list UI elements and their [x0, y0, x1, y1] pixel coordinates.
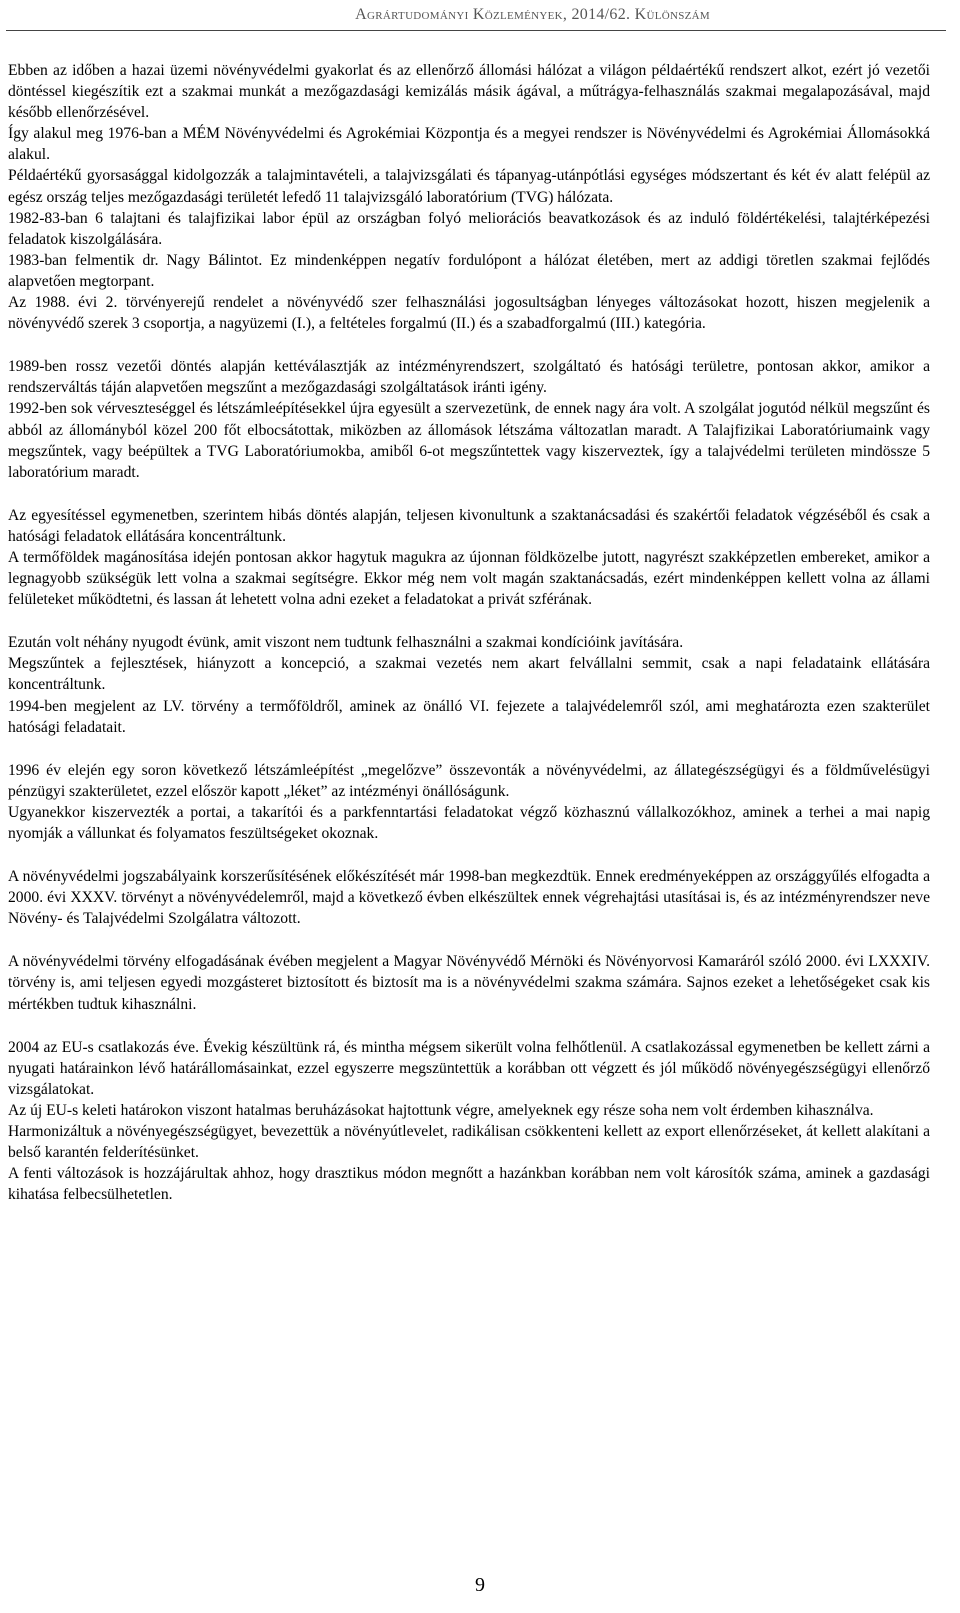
paragraph: 1992-ben sok vérveszteséggel és létszámleépítésekkel újra egyesült a szervezetünk, de ennek nagy ára volt. A szolgálat jogutód nélkül megszűnt és abból az állományból közel 200 főt elbocsátottak, miközben az állomások létszáma változatlan maradt. A Talajfizikai Laboratóriumaink vagy megszűntek, vagy beépültek a TVG Laboratóriumokba, amiből 6-ot megszűntettek vagy kiszerveztek, így a talajvédelmi területen mindössze 5 laboratórium maradt.: [8, 400, 930, 481]
paragraph: Így alakul meg 1976-ban a MÉM Növényvédelmi és Agrokémiai Központja és a megyei rendszer is Növényvédelmi és Agrokémiai Állomásokká alakul.: [8, 125, 930, 164]
paragraph: Példaértékű gyorsasággal kidolgozzák a talajmintavételi, a talajvizsgálati és tápanyag-utánpótlási egységes módszertant és két év alatt felépül az egész ország teljes mezőgazdasági területét lefedő 11 talajvizsgáló laboratórium (TVG) hálózata.: [8, 167, 930, 206]
paragraph: 2004 az EU-s csatlakozás éve. Évekig készültünk rá, és mintha mégsem sikerült volna felhőtlenül. A csatlakozással egymenetben be kellett zárni a nyugati határainkon lévő határállomásainkat, ezzel egyszerre megszüntettük a korábban ott végzett és jól működő növényegészségügyi ellenőrző vizsgálatokat.: [8, 1038, 930, 1098]
paragraph: Az egyesítéssel egymenetben, szerintem hibás döntés alapján, teljesen kivonultunk a szaktanácsadási és szakértői feladatok végzéséből és csak a hatósági feladatok ellátására koncentráltunk.: [8, 506, 930, 545]
paragraph: A fenti változások is hozzájárultak ahhoz, hogy drasztikus módon megnőtt a hazánkban korábban nem volt károsítók száma, aminek a gazdasági kihatása felbecsülhetetlen.: [8, 1165, 930, 1204]
paragraph: Ugyanekkor kiszervezték a portai, a takarítói és a parkfenntartási feladatokat végző közhasznú vállalkozókhoz, aminek a terhei a mai napig nyomják a vállunkat és folyamatos feszültségeket okoznak.: [8, 803, 930, 842]
running-header: Agrártudományi Közlemények, 2014/62. Különszám: [355, 6, 710, 23]
paragraph: A növényvédelmi jogszabályaink korszerűsítésének előkészítését már 1998-ban megkezdtük. Ennek eredményeképpen az országgyűlés elfogadta a 2000. évi XXXV. törvényt a növényvédelemről, majd a következő évben elkészültek ennek végrehajtási utasításai is, és az intézményrendszer neve Növény- és Talajvédelmi Szolgálatra változott.: [8, 868, 930, 928]
paragraph: Megszűntek a fejlesztések, hiányzott a koncepció, a szakmai vezetés nem akart felvállalni semmit, csak a napi feladataink ellátására koncentráltunk.: [8, 655, 930, 694]
page-number: 9: [475, 1574, 485, 1596]
paragraph: Harmonizáltuk a növényegészségügyet, bevezettük a növényútlevelet, radikálisan csökkenteni kellett az export ellenőrzéseket, át kellett alakítani a belső karantén felderítésünket.: [8, 1123, 930, 1162]
paragraph: Ebben az időben a hazai üzemi növényvédelmi gyakorlat és az ellenőrző állomási hálózat a világon példaértékű rendszert alkot, ezért jó vezetői döntéssel kiegészítik ezt a szakmai munkát a mezőgazdasági kemizálás másik ágával, a műtrágya-felhasználás szakmai megalapozásával, majd később ellenőrzésével.: [8, 62, 930, 122]
paragraph: Az új EU-s keleti határokon viszont hatalmas beruházásokat hajtottunk végre, amelyeknek egy része soha nem volt érdemben kihasználva.: [8, 1101, 874, 1119]
paragraph: A növényvédelmi törvény elfogadásának évében megjelent a Magyar Növényvédő Mérnöki és Növényorvosi Kamaráról szóló 2000. évi LXXXIV. törvény is, ami teljesen egyedi mozgásteret biztosított és biztosít ma is a növényvédelmi szakma számára. Sajnos ezeket a lehetőségeket csak kis mértékben tudtuk kihasználni.: [8, 953, 930, 1013]
paragraph: 1994-ben megjelent az LV. törvény a termőföldről, aminek az önálló VI. fejezete a talajvédelemről szól, ami meghatározta ezen szakterület hatósági feladatait.: [8, 697, 930, 736]
paragraph: 1983-ban felmentik dr. Nagy Bálintot. Ez mindenképpen negatív fordulópont a hálózat életében, mert az addigi töretlen szakmai fejlődés alapvetően megtorpant.: [8, 251, 930, 290]
paragraph: Az 1988. évi 2. törvényerejű rendelet a növényvédő szer felhasználási jogosultságban lényeges változásokat hozott, hiszen megjelenik a növényvédő szerek 3 csoportja, a nagyüzemi (I.), a feltételes forgalmú (II.) és a szabadforgalmú (III.) kategória.: [8, 294, 930, 333]
paragraph: 1982-83-ban 6 talajtani és talajfizikai labor épül az országban folyó meliorációs beavatkozások és az induló földértékelési, talajtérképezési feladatok kiszolgálására.: [8, 209, 930, 248]
paragraph: 1989-ben rossz vezetői döntés alapján kettéválasztják az intézményrendszert, szolgáltató és hatósági területre, pontosan akkor, amikor a rendszerváltás táján alapvetően megszűnt a mezőgazdasági szolgáltatások iránti igény.: [8, 358, 930, 397]
paragraph: 1996 év elején egy soron következő létszámleépítést „megelőzve” összevonták a növényvédelmi, az állategészségügyi és a földművelésügyi pénzügyi szakterületet, ezzel először kapott „léket” az intézményi önállóságunk.: [8, 761, 930, 800]
article-body: [8, 60, 930, 1205]
header-rule: [6, 30, 946, 31]
paragraph: A termőföldek magánosítása idején pontosan akkor hagytuk magukra az újonnan földközelbe jutott, nagyrészt szakképzetlen embereket, amikor a legnagyobb szükségük lett volna a szakmai segítségre. Ekkor még nem volt magán szaktanácsadás, ezért mindenképpen kellett volna az állami felületeket működtetni, és lassan át lehetett volna adni ezeket a feladatokat a privát szférának.: [8, 548, 930, 609]
paragraph: Ezután volt néhány nyugodt évünk, amit viszont nem tudtunk felhasználni a szakmai kondícióink javítására.: [8, 634, 684, 652]
